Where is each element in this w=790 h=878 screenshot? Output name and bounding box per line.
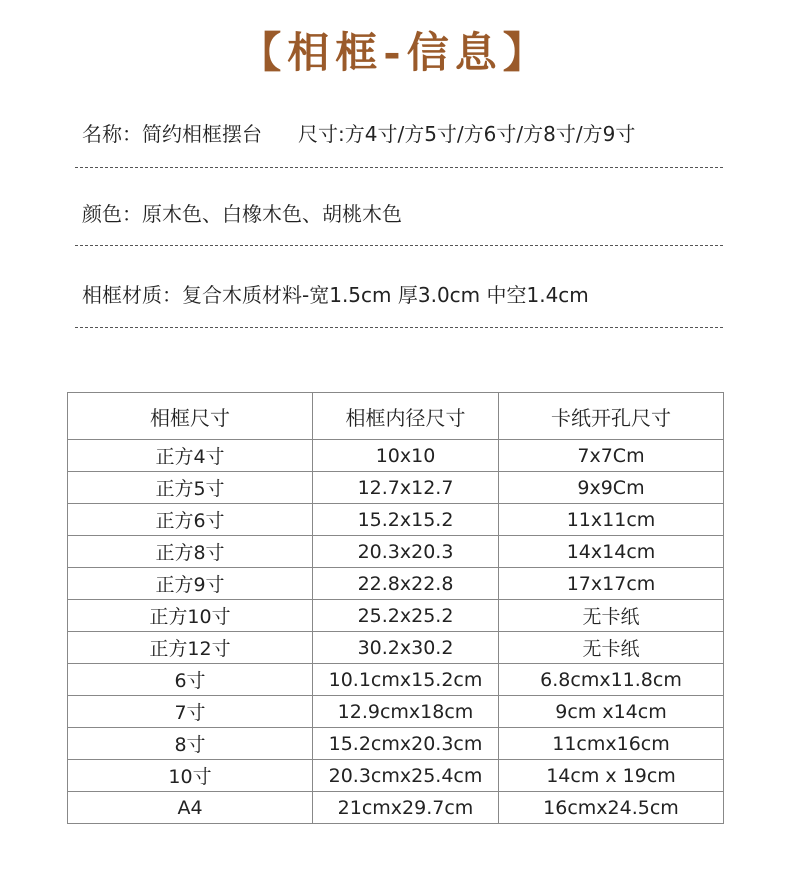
- material-line: [82, 279, 589, 308]
- frame-size-cell: 正方8寸: [68, 536, 313, 568]
- page-title: 【相框-信息】: [239, 28, 551, 77]
- mat-opening-cell: 11x11cm: [499, 504, 724, 536]
- inner-size-cell: 12.7x12.7: [313, 472, 499, 504]
- mat-opening-cell: 17x17cm: [499, 568, 724, 600]
- inner-size-cell: 20.3x20.3: [313, 536, 499, 568]
- table-row: [68, 600, 724, 632]
- color-line: [82, 198, 402, 227]
- inner-size-cell: 21cmx29.7cm: [313, 792, 499, 824]
- name-size-line: [82, 118, 635, 147]
- table-header-row: [68, 393, 724, 440]
- divider: [75, 327, 723, 328]
- mat-opening-cell: 16cmx24.5cm: [499, 792, 724, 824]
- header-frame-size: 相框尺寸: [68, 393, 313, 440]
- table-row: [68, 504, 724, 536]
- mat-opening-cell: 9cm x14cm: [499, 696, 724, 728]
- material-label: 相框材质：: [82, 283, 182, 307]
- frame-size-cell: 正方5寸: [68, 472, 313, 504]
- mat-opening-cell: 7x7Cm: [499, 440, 724, 472]
- mat-opening-cell: 14x14cm: [499, 536, 724, 568]
- divider: [75, 245, 723, 246]
- frame-size-cell: 10寸: [68, 760, 313, 792]
- frame-size-cell: 6寸: [68, 664, 313, 696]
- frame-size-cell: 8寸: [68, 728, 313, 760]
- table-row: [68, 696, 724, 728]
- size-table: [67, 392, 724, 824]
- mat-opening-cell: 无卡纸: [499, 632, 724, 664]
- color-value: 原木色、白橡木色、胡桃木色: [142, 202, 402, 226]
- inner-size-cell: 22.8x22.8: [313, 568, 499, 600]
- table-row: [68, 792, 724, 824]
- material-value: 复合木质材料-宽1.5cm 厚3.0cm 中空1.4cm: [182, 283, 589, 307]
- inner-size-cell: 10.1cmx15.2cm: [313, 664, 499, 696]
- table-row: [68, 728, 724, 760]
- table-row: [68, 472, 724, 504]
- frame-size-cell: 正方9寸: [68, 568, 313, 600]
- inner-size-cell: 25.2x25.2: [313, 600, 499, 632]
- divider: [75, 167, 723, 168]
- inner-size-cell: 20.3cmx25.4cm: [313, 760, 499, 792]
- table-row: [68, 760, 724, 792]
- frame-size-cell: 正方12寸: [68, 632, 313, 664]
- header-mat-opening: 卡纸开孔尺寸: [499, 393, 724, 440]
- inner-size-cell: 15.2cmx20.3cm: [313, 728, 499, 760]
- frame-size-cell: 正方4寸: [68, 440, 313, 472]
- name-value: 简约相框摆台: [142, 122, 262, 146]
- size-label: 尺寸:: [298, 122, 345, 146]
- frame-size-cell: 7寸: [68, 696, 313, 728]
- frame-size-cell: 正方6寸: [68, 504, 313, 536]
- inner-size-cell: 30.2x30.2: [313, 632, 499, 664]
- size-value: 方4寸/方5寸/方6寸/方8寸/方9寸: [344, 122, 636, 146]
- mat-opening-cell: 无卡纸: [499, 600, 724, 632]
- name-label: 名称：: [82, 122, 142, 146]
- color-label: 颜色：: [82, 202, 142, 226]
- mat-opening-cell: 6.8cmx11.8cm: [499, 664, 724, 696]
- table-row: [68, 664, 724, 696]
- mat-opening-cell: 9x9Cm: [499, 472, 724, 504]
- inner-size-cell: 15.2x15.2: [313, 504, 499, 536]
- table-row: [68, 536, 724, 568]
- table-row: [68, 568, 724, 600]
- table-row: [68, 632, 724, 664]
- mat-opening-cell: 11cmx16cm: [499, 728, 724, 760]
- inner-size-cell: 10x10: [313, 440, 499, 472]
- header-inner-size: 相框内径尺寸: [313, 393, 499, 440]
- mat-opening-cell: 14cm x 19cm: [499, 760, 724, 792]
- table-row: [68, 440, 724, 472]
- frame-size-cell: 正方10寸: [68, 600, 313, 632]
- inner-size-cell: 12.9cmx18cm: [313, 696, 499, 728]
- frame-size-cell: A4: [68, 792, 313, 824]
